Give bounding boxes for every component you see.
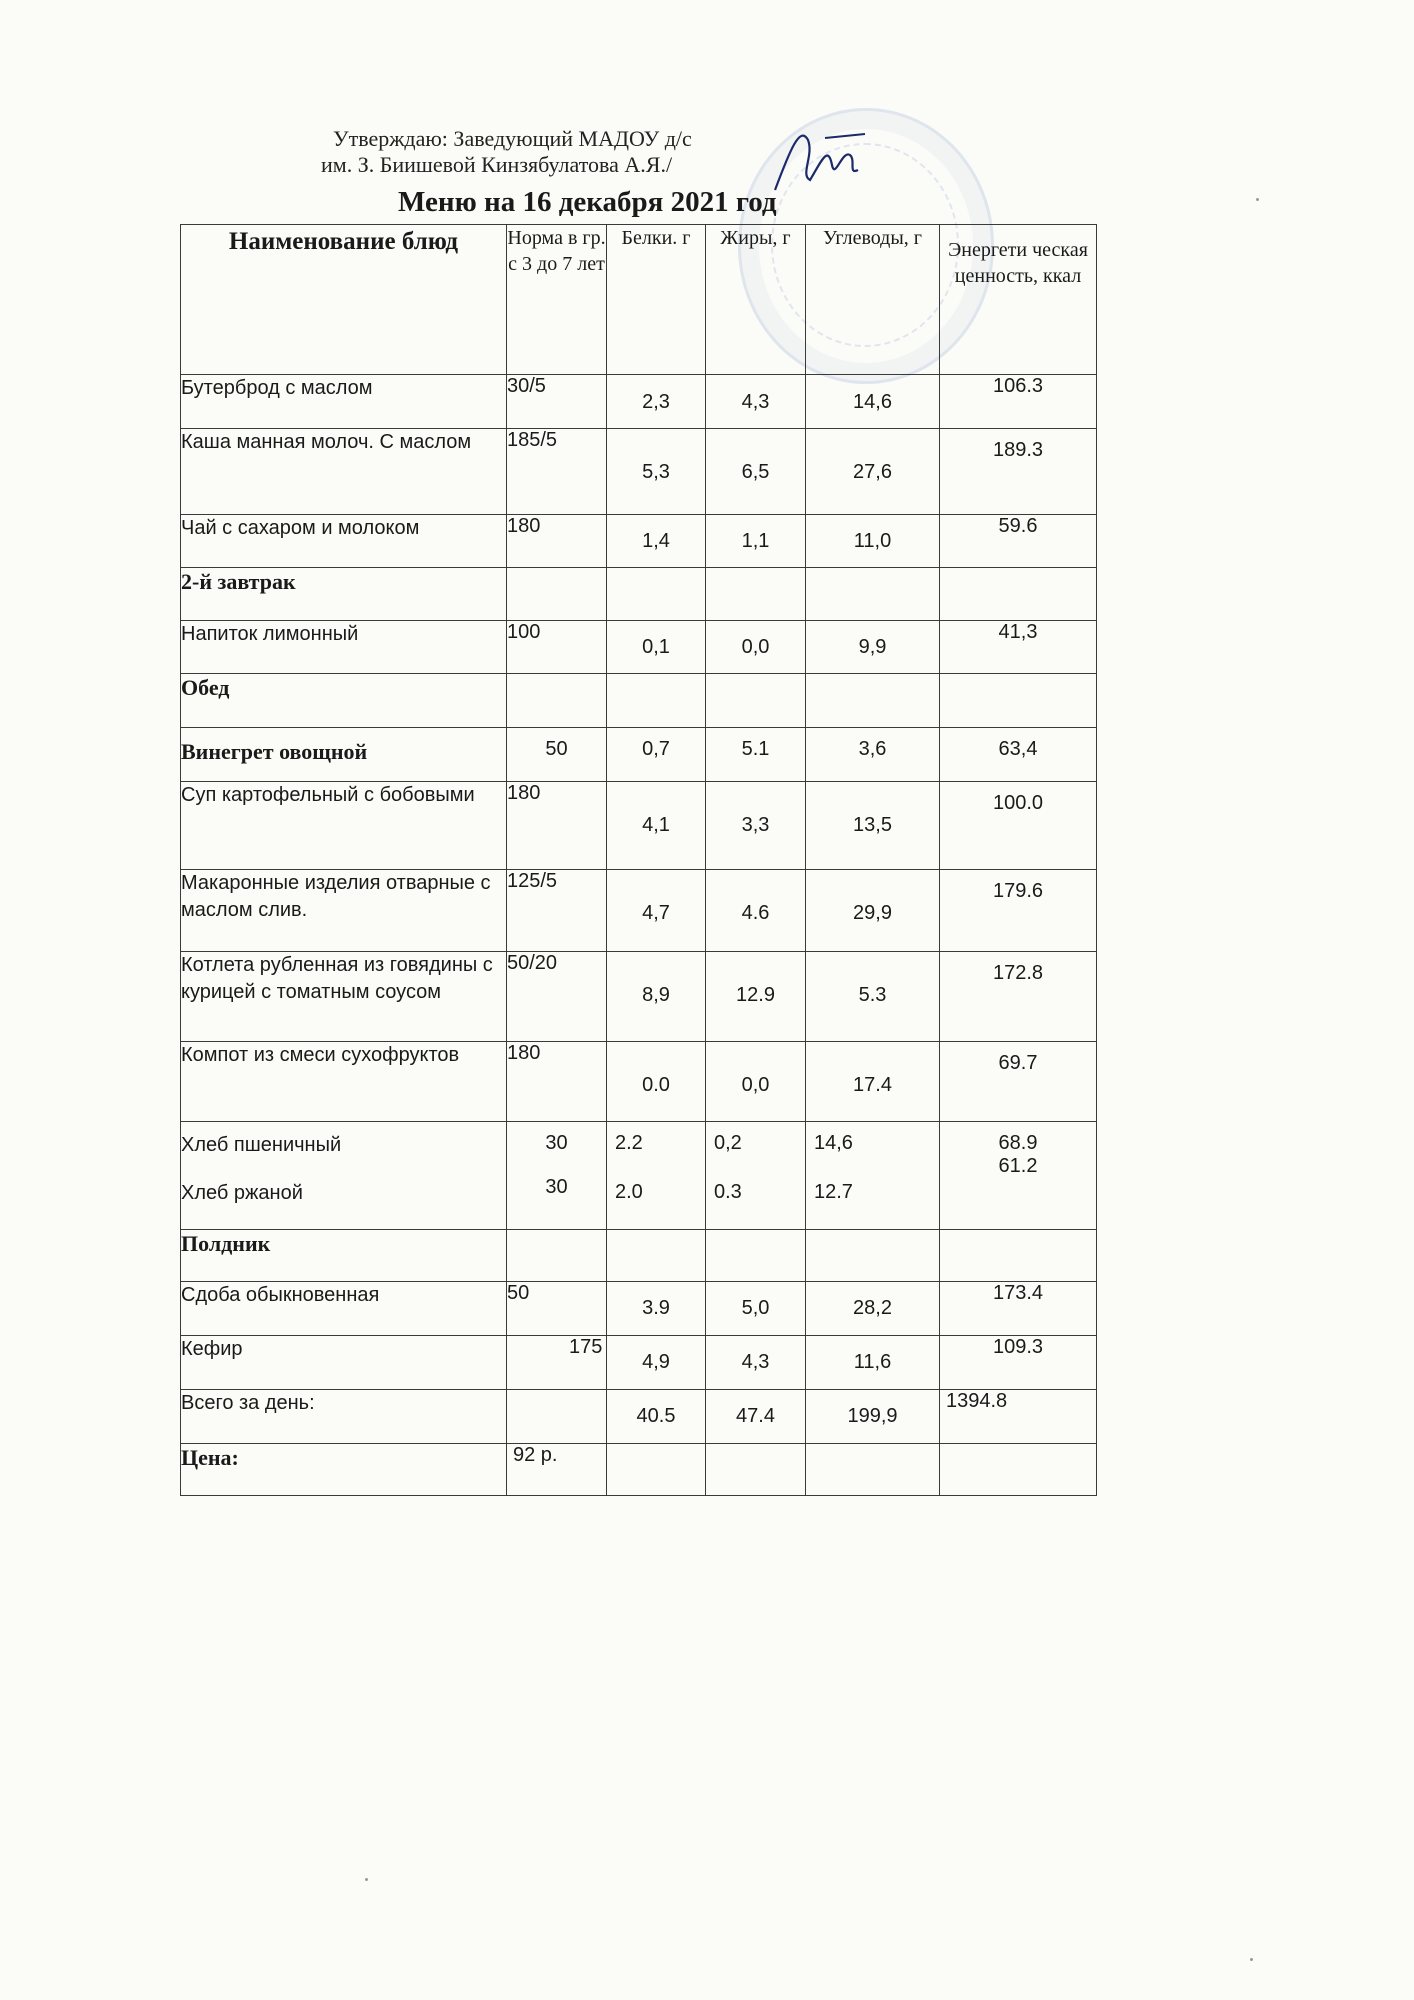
- dish-norm: 185/5: [507, 429, 607, 515]
- total-carbs: 199,9: [806, 1390, 940, 1444]
- price-label: Цена:: [181, 1444, 507, 1496]
- dish-fat: 0,2: [714, 1132, 742, 1154]
- dish-carbs: 29,9: [806, 870, 940, 952]
- table-header-row: [181, 225, 1097, 375]
- dish-carbs: 17.4: [806, 1042, 940, 1122]
- dish-norm: 180: [507, 515, 607, 568]
- dish-name: Бутерброд с маслом: [181, 375, 507, 429]
- dish-carbs: 14,6: [814, 1132, 853, 1154]
- price-value: 92 р.: [507, 1444, 607, 1496]
- dish-name: Хлеб ржаной: [181, 1182, 303, 1204]
- approval-line-2: им. З. Биишевой Кинзябулатова А.Я./: [321, 152, 673, 177]
- dish-energy: 189.3: [940, 429, 1097, 515]
- table-row: [181, 952, 1097, 1042]
- approval-block: [321, 126, 692, 178]
- dish-energy: 100.0: [940, 782, 1097, 870]
- dish-protein: 2,3: [607, 375, 706, 429]
- dish-protein: 4,9: [607, 1336, 706, 1390]
- dish-carbs: 3,6: [806, 728, 940, 782]
- dish-name: Напиток лимонный: [181, 621, 507, 674]
- dish-norm: 50/20: [507, 952, 607, 1042]
- dish-protein: 1,4: [607, 515, 706, 568]
- dish-norm: 100: [507, 621, 607, 674]
- dish-name: Макаронные изделия отварные с маслом слив.: [181, 870, 507, 952]
- dish-protein: 0.0: [607, 1042, 706, 1122]
- dish-norm: 50: [507, 1282, 607, 1336]
- dish-fat: 4.6: [706, 870, 806, 952]
- dish-name: Каша манная молоч. С маслом: [181, 429, 507, 515]
- dish-energy: 41,3: [940, 621, 1097, 674]
- table-row: [181, 728, 1097, 782]
- dish-name: Суп картофельный с бобовыми: [181, 782, 507, 870]
- dish-name: Винегрет овощной: [181, 728, 507, 782]
- table-row-bread: [181, 1122, 1097, 1230]
- total-protein: 40.5: [607, 1390, 706, 1444]
- dish-protein: 5,3: [607, 429, 706, 515]
- dish-norm: 175: [507, 1336, 607, 1390]
- table-row: [181, 1042, 1097, 1122]
- dish-name: Чай с сахаром и молоком: [181, 515, 507, 568]
- table-row: [181, 870, 1097, 952]
- table-row: [181, 782, 1097, 870]
- dish-energy: 61.2: [998, 1155, 1038, 1177]
- dish-carbs: 9,9: [806, 621, 940, 674]
- dish-carbs: 11,0: [806, 515, 940, 568]
- dish-protein: 8,9: [607, 952, 706, 1042]
- signature-mark: [770, 120, 870, 200]
- dish-fat: 0,0: [706, 1042, 806, 1122]
- dish-norm: 30/5: [507, 375, 607, 429]
- dish-fat: 3,3: [706, 782, 806, 870]
- section-label: Обед: [181, 674, 507, 728]
- dish-energy: 106.3: [940, 375, 1097, 429]
- total-fat: 47.4: [706, 1390, 806, 1444]
- dish-name: Хлеб пшеничный: [181, 1134, 342, 1156]
- table-row: [181, 429, 1097, 515]
- section-row: [181, 674, 1097, 728]
- dish-protein: 2.0: [615, 1181, 643, 1203]
- dish-energy: 109.3: [940, 1336, 1097, 1390]
- total-label: Всего за день:: [181, 1390, 507, 1444]
- dish-norm: 50: [507, 728, 607, 782]
- dish-protein: 4,7: [607, 870, 706, 952]
- dish-norm: 30: [545, 1132, 568, 1154]
- dish-protein: 4,1: [607, 782, 706, 870]
- table-row: [181, 515, 1097, 568]
- table-row: [181, 375, 1097, 429]
- dish-carbs: 13,5: [806, 782, 940, 870]
- section-label: 2-й завтрак: [181, 568, 507, 621]
- dish-protein: 2.2: [615, 1132, 643, 1154]
- dish-energy: 179.6: [940, 870, 1097, 952]
- dish-fat: 12.9: [706, 952, 806, 1042]
- section-row: [181, 1230, 1097, 1282]
- dish-norm: 125/5: [507, 870, 607, 952]
- dish-norm: 180: [507, 782, 607, 870]
- dish-carbs: 27,6: [806, 429, 940, 515]
- dish-fat: 0,0: [706, 621, 806, 674]
- page-title: Меню на 16 декабря 2021 год: [398, 186, 777, 218]
- dish-fat: 4,3: [706, 375, 806, 429]
- dish-carbs: 12.7: [814, 1181, 853, 1203]
- dish-protein: 3.9: [607, 1282, 706, 1336]
- dish-name: Сдоба обыкновенная: [181, 1282, 507, 1336]
- col-header-fat: Жиры, г: [706, 225, 806, 375]
- dish-carbs: 5.3: [806, 952, 940, 1042]
- dish-energy: 172.8: [940, 952, 1097, 1042]
- dish-fat: 0.3: [714, 1181, 742, 1203]
- col-header-energy: Энергети ческая ценность, ккал: [940, 225, 1097, 375]
- dish-norm: 180: [507, 1042, 607, 1122]
- col-header-carbs: Углеводы, г: [806, 225, 940, 375]
- dish-energy: 68.9: [998, 1132, 1038, 1154]
- dish-protein: 0,1: [607, 621, 706, 674]
- dish-protein: 0,7: [607, 728, 706, 782]
- dish-carbs: 11,6: [806, 1336, 940, 1390]
- price-row: [181, 1444, 1097, 1496]
- dish-fat: 5,0: [706, 1282, 806, 1336]
- col-header-norm: Норма в гр. с 3 до 7 лет: [507, 225, 607, 375]
- dish-norm: 30: [545, 1176, 568, 1198]
- dish-carbs: 14,6: [806, 375, 940, 429]
- col-header-protein: Белки. г: [607, 225, 706, 375]
- total-row: [181, 1390, 1097, 1444]
- dish-fat: 1,1: [706, 515, 806, 568]
- menu-table: [180, 224, 1097, 1496]
- section-row: [181, 568, 1097, 621]
- table-row: [181, 1282, 1097, 1336]
- table-row: [181, 1336, 1097, 1390]
- dish-name: Кефир: [181, 1336, 507, 1390]
- approval-line-1: Утверждаю: Заведующий МАДОУ д/с: [333, 126, 692, 151]
- dish-energy: 59.6: [940, 515, 1097, 568]
- total-energy: 1394.8: [940, 1390, 1097, 1444]
- col-header-name: Наименование блюд: [181, 225, 507, 375]
- dish-energy: 173.4: [940, 1282, 1097, 1336]
- dish-name: Котлета рубленная из говядины с курицей с томатным соусом: [181, 952, 507, 1042]
- dish-fat: 4,3: [706, 1336, 806, 1390]
- dish-name: Компот из смеси сухофруктов: [181, 1042, 507, 1122]
- dish-fat: 5.1: [706, 728, 806, 782]
- dish-energy: 63,4: [940, 728, 1097, 782]
- section-label: Полдник: [181, 1230, 507, 1282]
- dish-energy: 69.7: [940, 1042, 1097, 1122]
- dish-fat: 6,5: [706, 429, 806, 515]
- table-row: [181, 621, 1097, 674]
- dish-carbs: 28,2: [806, 1282, 940, 1336]
